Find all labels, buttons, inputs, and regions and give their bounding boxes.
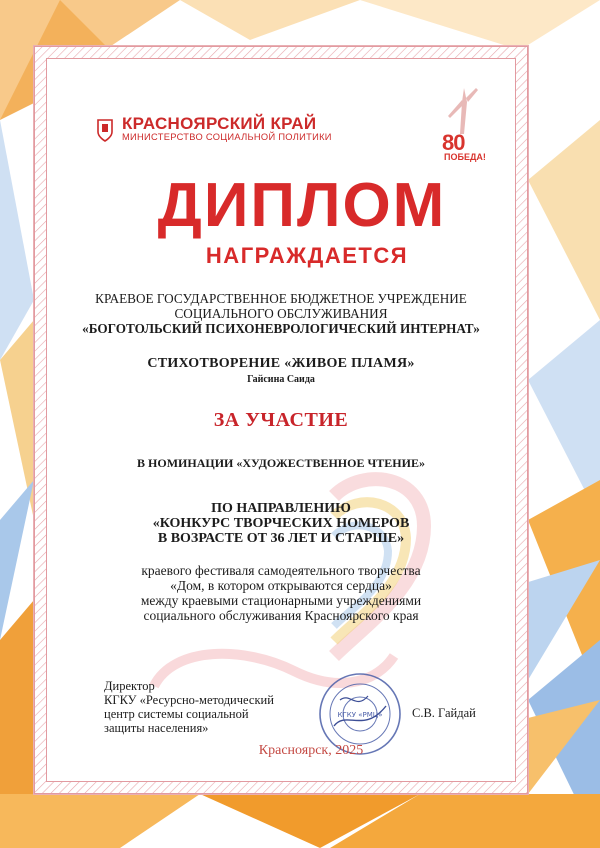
victory-80-logo <box>440 86 490 168</box>
signer-block <box>104 679 274 735</box>
nomination-text: В НОМИНАЦИИ «ХУДОЖЕСТВЕННОЕ ЧТЕНИЕ» <box>137 456 425 470</box>
direction-line-3: В ВОЗРАСТЕ ОТ 36 ЛЕТ И СТАРШЕ» <box>157 531 405 546</box>
signer-line-3: центр системы социальной <box>104 707 249 721</box>
awarded-subtitle: НАГРАЖДАЕТСЯ <box>205 243 409 268</box>
work-title: СТИХОТВОРЕНИЕ «ЖИВОЕ ПЛАМЯ» <box>147 356 415 371</box>
signer-name: С.В. Гайдай <box>412 706 476 720</box>
victory-number: 80 <box>442 130 465 155</box>
signer-line-2: КГКУ «Ресурсно-методический <box>104 693 274 707</box>
motherland-statue-icon <box>440 86 490 136</box>
festival-line-3: между краевыми стационарными учреждениями <box>140 593 422 608</box>
award-label: ЗА УЧАСТИЕ <box>213 409 349 431</box>
signer-line-1: Директор <box>104 679 155 693</box>
festival-block <box>70 563 492 623</box>
festival-line-2: «Дом, в котором открываются сердца» <box>170 578 392 593</box>
diploma-title: ДИПЛОМ <box>157 171 447 240</box>
ministry-logo <box>96 116 332 143</box>
signer-line-4: защиты населения» <box>104 721 209 735</box>
ministry-name: МИНИСТЕРСТВО СОЦИАЛЬНОЙ ПОЛИТИКИ <box>122 132 332 142</box>
stamp-text: КГКУ «РМЦ» <box>337 711 383 719</box>
direction-block <box>70 501 492 546</box>
institution-line-3: «БОГОТОЛЬСКИЙ ПСИХОНЕВРОЛОГИЧЕСКИЙ ИНТЕРНАТ» <box>82 321 480 336</box>
participant-name: Гайсина Саида <box>247 374 315 385</box>
institution-line-2: СОЦИАЛЬНОГО ОБСЛУЖИВАНИЯ <box>174 306 388 321</box>
institution-line-1: КРАЕВОЕ ГОСУДАРСТВЕННОЕ БЮДЖЕТНОЕ УЧРЕЖДЕНИЕ <box>95 291 467 306</box>
region-title: КРАСНОЯРСКИЙ КРАЙ <box>122 114 317 133</box>
direction-line-1: ПО НАПРАВЛЕНИЮ <box>211 501 351 516</box>
coat-of-arms-icon <box>96 118 114 142</box>
festival-line-4: социального обслуживания Красноярского края <box>143 608 419 623</box>
festival-line-1: краевого фестиваля самодеятельного творчества <box>141 563 421 578</box>
place-and-year: Красноярск, 2025 <box>258 743 364 758</box>
direction-line-2: «КОНКУРС ТВОРЧЕСКИХ НОМЕРОВ <box>152 516 410 531</box>
institution-block <box>70 291 492 336</box>
victory-text: ПОБЕДА! <box>444 152 486 162</box>
